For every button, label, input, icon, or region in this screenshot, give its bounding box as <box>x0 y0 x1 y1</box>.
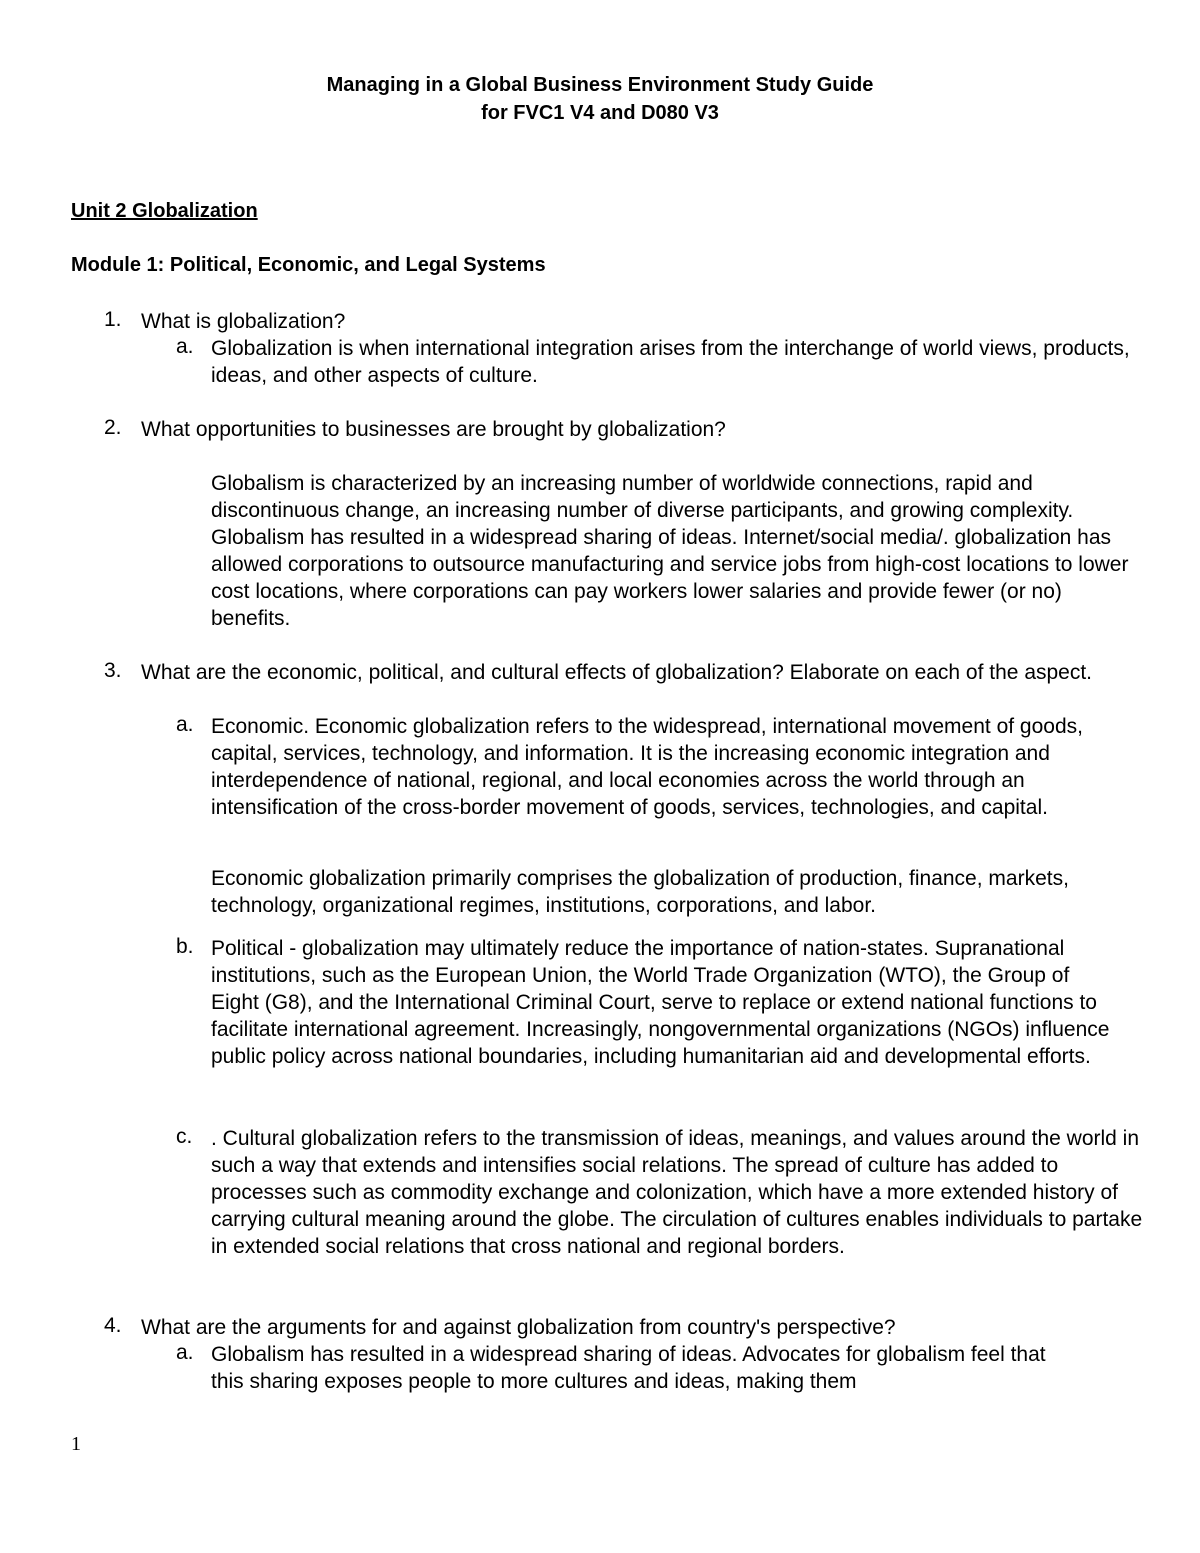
unit-heading: Unit 2 Globalization <box>71 200 258 222</box>
question-4-answer-a-text: Globalism has resulted in a widespread sharing of ideas. Advocates for globalism feel that this sharing exposes people to more cultures and ideas, making them <box>211 1343 1046 1393</box>
question-3-answer-a-extra: Economic globalization primarily comprises the globalization of production, finance, markets, technology, organizational regimes, institutions, corporations, and labor. <box>211 867 1069 917</box>
question-1-answer-a-letter: a. <box>176 335 194 358</box>
question-4-number: 4. <box>104 1314 122 1337</box>
question-2-text: What opportunities to businesses are brought by globalization? <box>141 418 726 441</box>
question-2-answer-paragraph: Globalism is characterized by an increasing number of worldwide connections, rapid and discontinuous change, an increasing number of diverse participants, and growing complexity. Globalism has resulted in a widespread sharing of ideas. Internet/social media/. globalization has allowed corporations to outsource manufacturing and service jobs from high-cost locations to lower cost locations, where corporations can pay workers lower salaries and provide fewer (or no) benefits. <box>211 472 1129 630</box>
document-title-line-1: Managing in a Global Business Environment Study Guide <box>326 74 874 96</box>
question-3-answer-b-letter: b. <box>176 935 194 958</box>
question-4-text: What are the arguments for and against globalization from country's perspective? <box>141 1316 896 1339</box>
page-number: 1 <box>71 1433 81 1455</box>
question-3-answer-c-letter: c. <box>176 1125 193 1148</box>
question-1-answer-a-text: Globalization is when international integration arises from the interchange of world views, products, ideas, and other aspects of culture. <box>211 337 1130 387</box>
question-3-answer-a-letter: a. <box>176 713 194 736</box>
question-1-number: 1. <box>104 308 122 331</box>
question-3-answer-b-text: Political - globalization may ultimately reduce the importance of nation-states. Supranational institutions, such as the European Union, the World Trade Organization (WTO), the Group of Eight (G8), and the International Criminal Court, serve to replace or extend national functions to facilitate international agreement. Increasingly, nongovernmental organizations (NGOs) influence public policy across national boundaries, including humanitarian aid and developmental efforts. <box>211 937 1110 1068</box>
question-4-answer-a-letter: a. <box>176 1341 194 1364</box>
question-1-text: What is globalization? <box>141 310 346 333</box>
module-heading: Module 1: Political, Economic, and Legal Systems <box>71 254 546 276</box>
question-3-text: What are the economic, political, and cultural effects of globalization? Elaborate on each of the aspect. <box>141 661 1093 684</box>
question-3-number: 3. <box>104 659 122 682</box>
question-3-answer-c-text: . Cultural globalization refers to the transmission of ideas, meanings, and values around the world in such a way that extends and intensifies social relations. The spread of culture has added to processes such as commodity exchange and colonization, which have a more extended history of carrying cultural meaning around the globe. The circulation of cultures enables individuals to partake in extended social relations that cross national and regional borders. <box>211 1127 1143 1258</box>
question-3-answer-a-text: Economic. Economic globalization refers to the widespread, international movement of goods, capital, services, technology, and information. It is the increasing economic integration and interdependence of national, regional, and local economies across the world through an intensification of the cross-border movement of goods, services, technologies, and capital. <box>211 715 1083 819</box>
document-title-line-2: for FVC1 V4 and D080 V3 <box>481 102 719 124</box>
question-2-number: 2. <box>104 416 122 439</box>
